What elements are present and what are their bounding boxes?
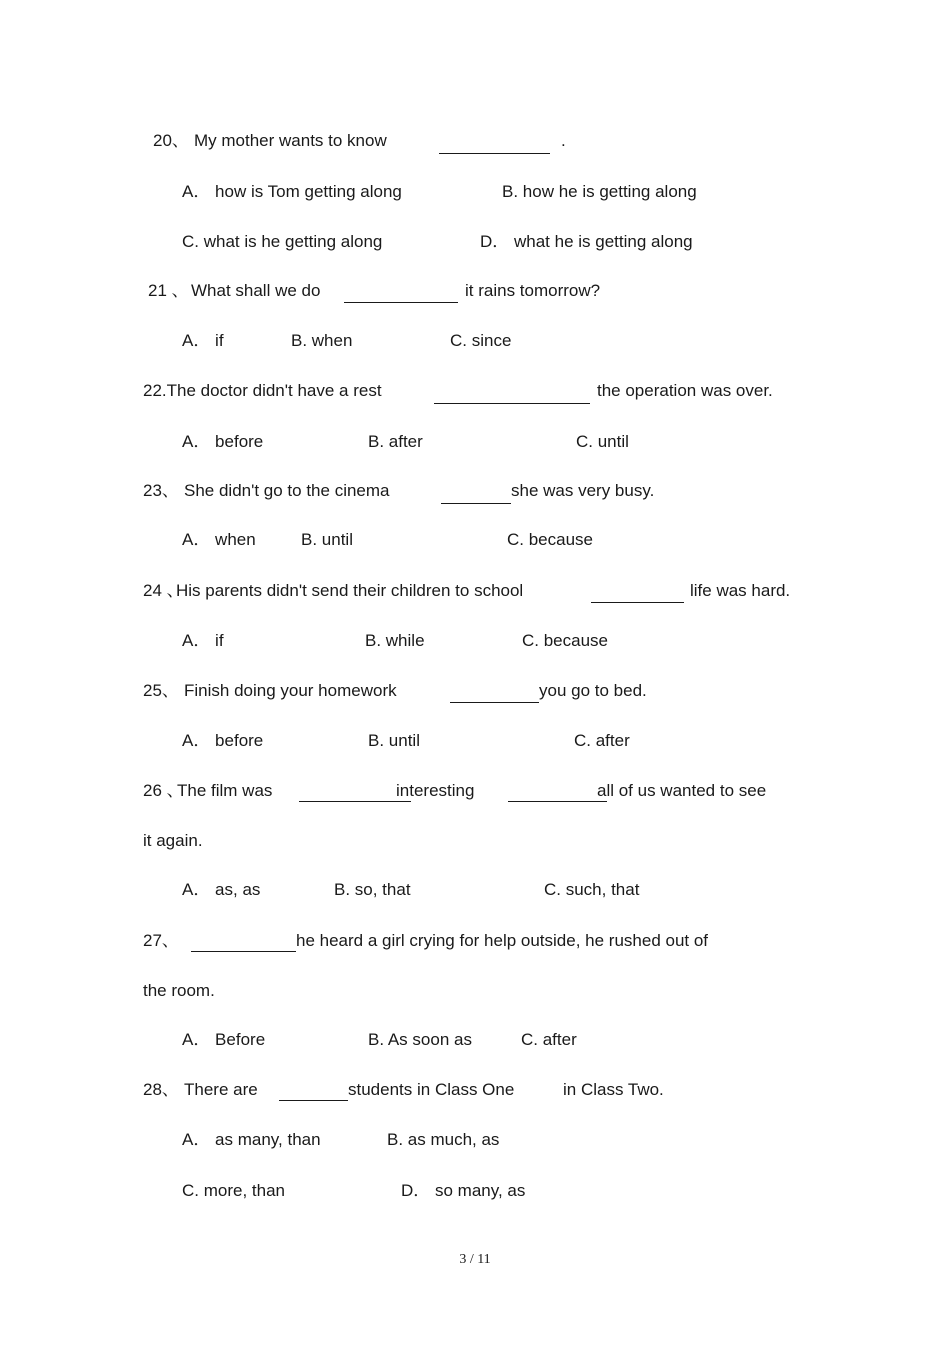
q26-stem-mid: interesting xyxy=(396,781,475,800)
q25-option-b: B. until xyxy=(368,731,420,750)
q25-number: 25、 xyxy=(143,681,179,700)
q22-stem-end: the operation was over. xyxy=(597,381,773,400)
q27-stem: he heard a girl crying for help outside, he rushed out of xyxy=(296,931,709,950)
q23-number: 23、 xyxy=(143,481,179,500)
q25-option-a: A． before xyxy=(182,731,264,750)
q23-answer-blank[interactable] xyxy=(441,503,511,504)
q24-stem: His parents didn't send their children to school xyxy=(176,581,524,600)
q28-number: 28、 xyxy=(143,1080,179,1099)
q24-option-c: C. because xyxy=(522,631,608,650)
q20-option-b: B. how he is getting along xyxy=(502,182,697,201)
q26-stem-end: all of us wanted to see xyxy=(597,781,767,800)
q27-number: 27、 xyxy=(143,931,179,950)
q22-stem: 22.The doctor didn't have a rest xyxy=(143,381,382,400)
q20-option-d: D． what he is getting along xyxy=(480,232,693,251)
q24-answer-blank[interactable] xyxy=(591,602,684,603)
q28-answer-blank[interactable] xyxy=(279,1100,348,1101)
q26-stem-continued: it again. xyxy=(143,831,203,850)
q25-stem-end: you go to bed. xyxy=(539,681,647,700)
q20-period: . xyxy=(561,131,566,150)
q23-stem: She didn't go to the cinema xyxy=(184,481,390,500)
q26-answer-blank-1[interactable] xyxy=(299,801,411,802)
q26-answer-blank-2[interactable] xyxy=(508,801,607,802)
q26-option-c: C. such, that xyxy=(544,880,640,899)
q21-stem: What shall we do xyxy=(191,281,321,300)
q24-stem-end: life was hard. xyxy=(690,581,791,600)
q20-stem: My mother wants to know xyxy=(194,131,387,150)
q21-option-c: C. since xyxy=(450,331,512,350)
q22-option-c: C. until xyxy=(576,432,629,451)
q24-option-b: B. while xyxy=(365,631,425,650)
q25-stem: Finish doing your homework xyxy=(184,681,397,700)
q27-option-c: C. after xyxy=(521,1030,577,1049)
q26-option-a: A． as, as xyxy=(182,880,261,899)
q28-option-d: D． so many, as xyxy=(401,1181,526,1200)
q21-number: 21 、 xyxy=(148,281,189,300)
q25-answer-blank[interactable] xyxy=(450,702,539,703)
q27-stem-continued: the room. xyxy=(143,981,215,1000)
q27-answer-blank[interactable] xyxy=(191,951,296,952)
q28-stem-mid: students in Class One xyxy=(348,1080,515,1099)
q28-option-b: B. as much, as xyxy=(387,1130,500,1149)
page-number: 3 / 11 xyxy=(459,1252,491,1267)
q23-option-c: C. because xyxy=(507,530,593,549)
q21-option-a: A． if xyxy=(182,331,224,350)
q22-option-a: A． before xyxy=(182,432,264,451)
q21-answer-blank[interactable] xyxy=(344,302,458,303)
q20-number: 20、 xyxy=(153,131,189,150)
q28-option-a: A． as many, than xyxy=(182,1130,321,1149)
q24-option-a: A． if xyxy=(182,631,224,650)
q20-option-a: A． how is Tom getting along xyxy=(182,182,402,201)
q28-option-c: C. more, than xyxy=(182,1181,285,1200)
q28-stem-end: in Class Two. xyxy=(563,1080,664,1099)
q26-stem: The film was xyxy=(177,781,273,800)
q22-answer-blank[interactable] xyxy=(434,403,590,404)
q26-option-b: B. so, that xyxy=(334,880,411,899)
q20-answer-blank[interactable] xyxy=(439,153,550,154)
q23-option-a: A． when xyxy=(182,530,256,549)
q27-option-a: A． Before xyxy=(182,1030,266,1049)
q25-option-c: C. after xyxy=(574,731,630,750)
q28-stem: There are xyxy=(184,1080,258,1099)
q27-option-b: B. As soon as xyxy=(368,1030,472,1049)
q26-number: 26 、 xyxy=(143,781,184,800)
q24-number: 24 、 xyxy=(143,581,184,600)
q22-option-b: B. after xyxy=(368,432,423,451)
q23-option-b: B. until xyxy=(301,530,353,549)
q21-stem-end: it rains tomorrow? xyxy=(465,281,601,300)
q21-option-b: B. when xyxy=(291,331,353,350)
q20-option-c: C. what is he getting along xyxy=(182,232,383,251)
q23-stem-end: she was very busy. xyxy=(511,481,655,500)
